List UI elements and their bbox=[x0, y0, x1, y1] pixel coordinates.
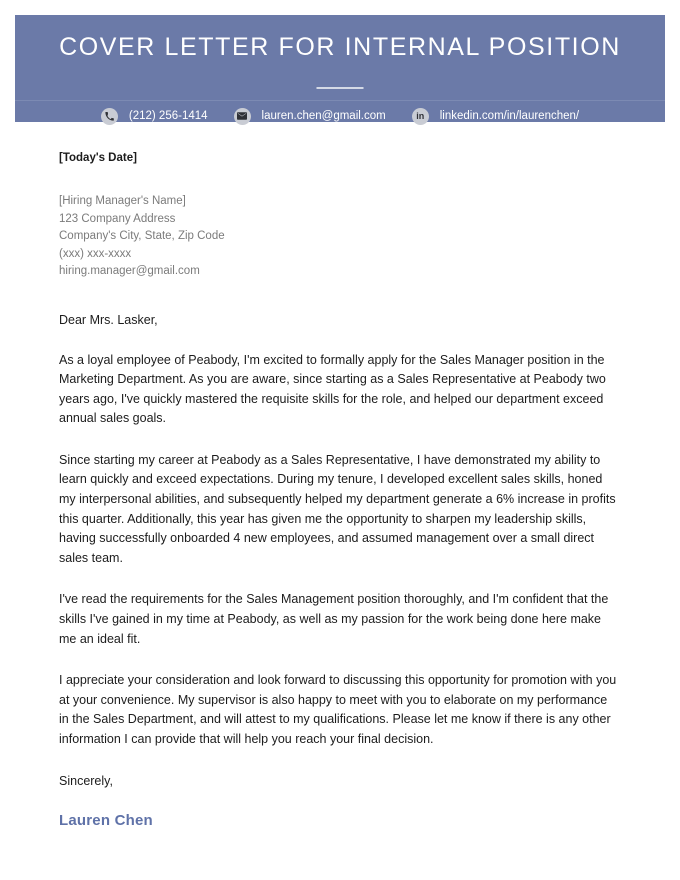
recipient-line: (xxx) xxx-xxxx bbox=[59, 247, 132, 260]
recipient-line: hiring.manager@gmail.com bbox=[59, 265, 200, 277]
contact-item-email[interactable] bbox=[234, 108, 386, 125]
contact-item-phone[interactable] bbox=[101, 108, 208, 125]
recipient-line: [Hiring Manager's Name] bbox=[59, 195, 186, 207]
signature-name: Lauren Chen bbox=[59, 811, 153, 829]
letter-paragraph: As a loyal employee of Peabody, I'm excited to formally apply for the Sales Manager position in the Marketing Department. As you are aware, since starting as a Sales Representative at Peabody two years ago, I've quickly mastered the requisite skills for the role, and helped our department exceed annual sales goals. bbox=[59, 352, 606, 426]
title-divider-rule bbox=[317, 87, 364, 89]
letter-paragraph: I've read the requirements for the Sales Management position thoroughly, and I'm confident that the skills I've gained in my time at Peabody, as well as my passion for the work being done here make me an ideal fit. bbox=[59, 592, 609, 646]
linkedin-icon bbox=[412, 108, 429, 125]
header-separator-line bbox=[15, 100, 665, 101]
letter-body bbox=[59, 150, 619, 831]
email-icon bbox=[234, 108, 251, 125]
salutation: Dear Mrs. Lasker, bbox=[59, 312, 158, 327]
phone-icon bbox=[101, 108, 118, 125]
page-title: COVER LETTER FOR INTERNAL POSITION bbox=[59, 33, 621, 61]
letter-paragraph: Since starting my career at Peabody as a Sales Representative, I have demonstrated my ability to learn quickly and exceed expectations. During my tenure, I developed excellent sales skills, honed my interpersonal abilities, and subsequently helped my department generate a 6% increase in profits this quarter. Additionally, this year has given me the opportunity to sharpen my leadership skills, having successfully onboarded 4 new employees, and assumed management over a small direct sales team. bbox=[59, 452, 616, 565]
linkedin-glyph: in bbox=[416, 110, 425, 121]
recipient-line: 123 Company Address bbox=[59, 212, 176, 225]
closing-line: Sincerely, bbox=[59, 773, 113, 788]
letter-paragraph: I appreciate your consideration and look forward to discussing this opportunity for promotion with you at your convenience. My supervisor is also happy to meet with you to elaborate on my performance in the Sales Department, and will attest to my qualifications. Please let me know if there is any other information I can provide that will help you reach your final decision. bbox=[59, 673, 617, 746]
contact-linkedin-text: linkedin.com/in/laurenchen/ bbox=[439, 110, 580, 122]
contact-email-text: lauren.chen@gmail.com bbox=[261, 110, 386, 122]
contact-item-linkedin[interactable] bbox=[412, 108, 579, 125]
contact-row bbox=[15, 105, 665, 127]
letter-date: [Today's Date] bbox=[59, 152, 137, 164]
recipient-address-block bbox=[59, 193, 619, 281]
contact-phone-text: (212) 256-1414 bbox=[128, 110, 208, 122]
recipient-line: Company's City, State, Zip Code bbox=[59, 230, 225, 242]
header-band bbox=[15, 15, 665, 122]
